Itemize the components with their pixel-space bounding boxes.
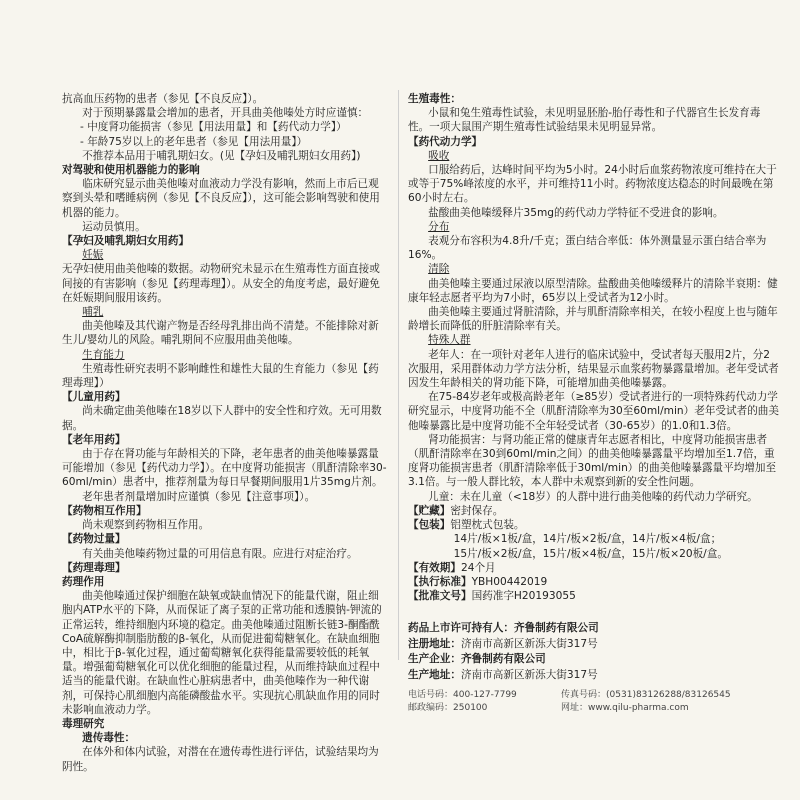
package-label: 【包装】 bbox=[408, 519, 451, 532]
left-paragraph: 曲美他嗪通过保护细胞在缺氧或缺血情况下的能量代谢，阻止细胞内ATP水平的下降，从而保证了离子泵的正常功能和透膜钠-钾流的正常运转，维持细胞内环境的稳定。曲美他嗪通过阻断长链3-酮酯酰CoA硫解酶抑制脂肪酸的β-氧化，从而促进葡萄糖氧化。在缺血细胞中，相比于β-氧化过程，通过葡萄糖氧化获得能量需要较低的耗氧量。增强葡萄糖氧化可以优化细胞的能量过程，从而维持缺血过程中适当的能量代谢。在缺血性心脏病患者中，曲美他嗪作为一种代谢剂，可保持心肌细胞内高能磷酸盐水平。实现抗心肌缺血作用的同时未影响血液动力学。 bbox=[62, 590, 382, 716]
right-paragraph: 口服给药后，达峰时间平均为5小时。24小时后血浆药物浓度可维持在大于或等于75%峰浓度的水平，并可维持11小时。药物浓度达稳态的时间最晚在第60小时左右。 bbox=[408, 164, 777, 205]
reg-address-label: 注册地址： bbox=[408, 637, 461, 650]
left-paragraph: 对于预期暴露量会增加的患者，开具曲美他嗪处方时应谨慎： bbox=[82, 107, 369, 120]
package-line-1: 铝塑枕式包装。 bbox=[450, 519, 525, 532]
left-paragraph: 生殖毒性研究表明不影响雌性和雄性大鼠的生育能力（参见【药理毒理】） bbox=[62, 362, 379, 390]
left-paragraph: - 年龄75岁以上的老年患者（参见【用法用量】） bbox=[80, 135, 308, 148]
left-paragraph: 尚未观察到药物相互作用。 bbox=[82, 519, 210, 532]
right-paragraph: 表观分布容积为4.8升/千克；蛋白结合率低：体外测量显示蛋白结合率为16%。 bbox=[408, 235, 767, 262]
left-paragraph: 生育能力 bbox=[82, 348, 125, 361]
approval-value: 国药准字H20193055 bbox=[471, 590, 576, 603]
right-paragraph: 儿童：未在儿童（<18岁）的人群中进行曲美他嗪的药代动力学研究。 bbox=[428, 490, 758, 503]
left-paragraph: 对驾驶和使用机器能力的影响 bbox=[62, 164, 200, 177]
left-paragraph: 遗传毒性： bbox=[82, 732, 136, 745]
holder-label: 药品上市许可持有人： bbox=[408, 622, 514, 635]
package-section bbox=[408, 518, 780, 561]
left-paragraph: 药理作用 bbox=[62, 575, 105, 588]
left-paragraph: 【孕妇及哺乳期妇女用药】 bbox=[62, 235, 190, 248]
left-paragraph: 【药物过量】 bbox=[62, 533, 126, 546]
package-line-3: 15片/板×2板/盒，15片/板×4板/盒，15片/板×20板/盒。 bbox=[453, 547, 728, 560]
right-paragraph: 老年人：在一项针对老年人进行的临床试验中，受试者每天服用2片，分2次服用，采用群体动力学方法分析，结果显示血浆药物暴露量增加。老年受试者因发生年龄相关的肾功能下降，可能增加曲美他嗪暴露。 bbox=[408, 348, 779, 390]
left-paragraph: 不推荐本品用于哺乳期妇女。(见【孕妇及哺乳期妇女用药】) bbox=[82, 149, 361, 162]
post-label: 邮政编码： bbox=[408, 703, 454, 714]
production-address-value: 济南市高新区新泺大街317号 bbox=[460, 668, 598, 681]
left-paragraph: 【老年用药】 bbox=[62, 433, 126, 446]
web-label: 网址： bbox=[561, 703, 589, 714]
phone-value: 400-127-7799 bbox=[453, 690, 517, 701]
left-paragraph: 【儿童用药】 bbox=[62, 391, 126, 404]
left-paragraph: 抗高血压药物的患者（参见【不良反应】）。 bbox=[62, 93, 264, 105]
manufacturer-label: 生产企业： bbox=[408, 653, 461, 666]
right-paragraph: 曲美他嗪主要通过尿液以原型清除。盐酸曲美他嗪缓释片的清除半衰期：健康年轻志愿者平均为7小时，65岁以上受试者为12小时。 bbox=[408, 277, 778, 304]
approval-label: 【批准文号】 bbox=[408, 590, 472, 603]
left-paragraph: 妊娠 bbox=[82, 249, 104, 262]
right-paragraph: 清除 bbox=[428, 263, 450, 276]
right-paragraph: 曲美他嗪主要通过肾脏清除，并与肌酐清除率相关，在较小程度上也与随年龄增长而降低的肝脏清除率有关。 bbox=[408, 306, 778, 333]
web-value: www.qilu-pharma.com bbox=[588, 703, 689, 714]
left-paragraph: 哺乳 bbox=[82, 306, 104, 319]
approval-row bbox=[408, 589, 780, 603]
left-paragraph: 老年患者剂量增加时应谨慎（参见【注意事项】）。 bbox=[82, 490, 316, 503]
left-paragraph: 无孕妇使用曲美他嗪的数据。动物研究未显示在生殖毒性方面直接或间接的有害影响（参见【药理毒理】）。从安全的角度考虑，最好避免在妊娠期间服用该药。 bbox=[62, 263, 380, 304]
validity-value: 24个月 bbox=[460, 561, 496, 574]
standard-row bbox=[408, 575, 780, 589]
right-paragraph: 特殊人群 bbox=[428, 334, 471, 347]
reg-address-value: 济南市高新区新泺大街317号 bbox=[460, 637, 598, 650]
left-paragraph: 由于存在肾功能与年龄相关的下降，老年患者的曲美他嗪暴露量可能增加（参见【药代动力学】）。在中度肾功能损害（肌酐清除率30-60ml/min）患者中，推荐剂量为每日早餐期间服用1片35mg片剂。 bbox=[62, 448, 387, 489]
right-paragraph: 盐酸曲美他嗪缓释片35mg的药代动力学特征不受进食的影响。 bbox=[428, 206, 724, 219]
holder-value: 齐鲁制药有限公司 bbox=[513, 622, 599, 635]
column-divider bbox=[398, 90, 399, 660]
fax-value: (0531)83126288/83126545 bbox=[606, 690, 731, 701]
left-paragraph: 【药理毒理】 bbox=[62, 561, 126, 574]
package-line-2: 14片/板×1板/盒，14片/板×2板/盒，14片/板×4板/盒； bbox=[453, 533, 722, 546]
contact-info bbox=[408, 689, 780, 715]
right-paragraph: 吸收 bbox=[428, 149, 450, 162]
storage-row bbox=[408, 504, 780, 518]
right-paragraph: 肾功能损害：与肾功能正常的健康青年志愿者相比，中度肾功能损害患者（肌酐清除率在30到60ml/min之间）的曲美他嗪暴露量平均增加至1.7倍，重度肾功能损害患者（肌酐清除率低于30ml/min）的曲美他嗪暴露量平均增加至3.1倍。与一般人群比较，本人群中未观察到新的安全性问题。 bbox=[408, 433, 777, 489]
left-paragraph: 曲美他嗪及其代谢产物是否经母乳排出尚不清楚。不能排除对新生儿/婴幼儿的风险。哺乳期间不应服用曲美他嗪。 bbox=[62, 320, 379, 347]
phone-label: 电话号码： bbox=[408, 690, 454, 701]
right-paragraph: 【药代动力学】 bbox=[408, 135, 483, 148]
left-paragraph: - 中度肾功能损害（参见【用法用量】和【药代动力学】） bbox=[80, 121, 347, 134]
validity-label: 【有效期】 bbox=[408, 561, 461, 574]
fax-label: 传真号码： bbox=[561, 690, 607, 701]
validity-row bbox=[408, 561, 780, 575]
company-info bbox=[408, 621, 780, 683]
right-paragraph: 在75-84岁老年或极高龄老年（≥85岁）受试者进行的一项特殊药代动力学研究显示，中度肾功能不全（肌酐清除率为30至60ml/min）老年受试者的曲美他嗪暴露比是中度肾功能不全年轻受试者（30-65岁）的1.0和1.3倍。 bbox=[408, 391, 779, 432]
left-paragraph: 有关曲美他嗪药物过量的可用信息有限。应进行对症治疗。 bbox=[82, 547, 358, 560]
left-paragraph: 毒理研究 bbox=[62, 717, 105, 730]
standard-value: YBH00442019 bbox=[471, 575, 548, 588]
left-paragraph: 临床研究显示曲美他嗪对血液动力学没有影响，然而上市后已观察到头晕和嗜睡病例（参见【不良反应】），这可能会影响驾驶和使用机器的能力。 bbox=[62, 178, 380, 219]
manufacturer-value: 齐鲁制药有限公司 bbox=[460, 653, 546, 666]
right-paragraph: 小鼠和兔生殖毒性试验，未见明显胚胎-胎仔毒性和子代器官生长发育毒性。一项大鼠围产期生殖毒性试验结果未见明显异常。 bbox=[408, 107, 761, 134]
right-paragraph: 生殖毒性： bbox=[408, 93, 461, 105]
left-paragraph: 【药物相互作用】 bbox=[62, 504, 147, 517]
standard-label: 【执行标准】 bbox=[408, 575, 472, 588]
storage-value: 密封保存。 bbox=[450, 504, 504, 517]
storage-label: 【贮藏】 bbox=[408, 504, 451, 517]
left-paragraph: 在体外和体内试验，对潜在在遗传毒性进行评估，试验结果均为阴性。 bbox=[62, 746, 379, 773]
left-paragraph: 尚未确定曲美他嗪在18岁以下人群中的安全性和疗效。无可用数据。 bbox=[62, 405, 382, 432]
left-column bbox=[62, 92, 387, 774]
production-address-label: 生产地址： bbox=[408, 668, 461, 681]
right-paragraph: 分布 bbox=[428, 220, 450, 233]
left-paragraph: 运动员慎用。 bbox=[82, 220, 146, 233]
post-value: 250100 bbox=[453, 703, 488, 714]
right-column bbox=[408, 92, 780, 715]
